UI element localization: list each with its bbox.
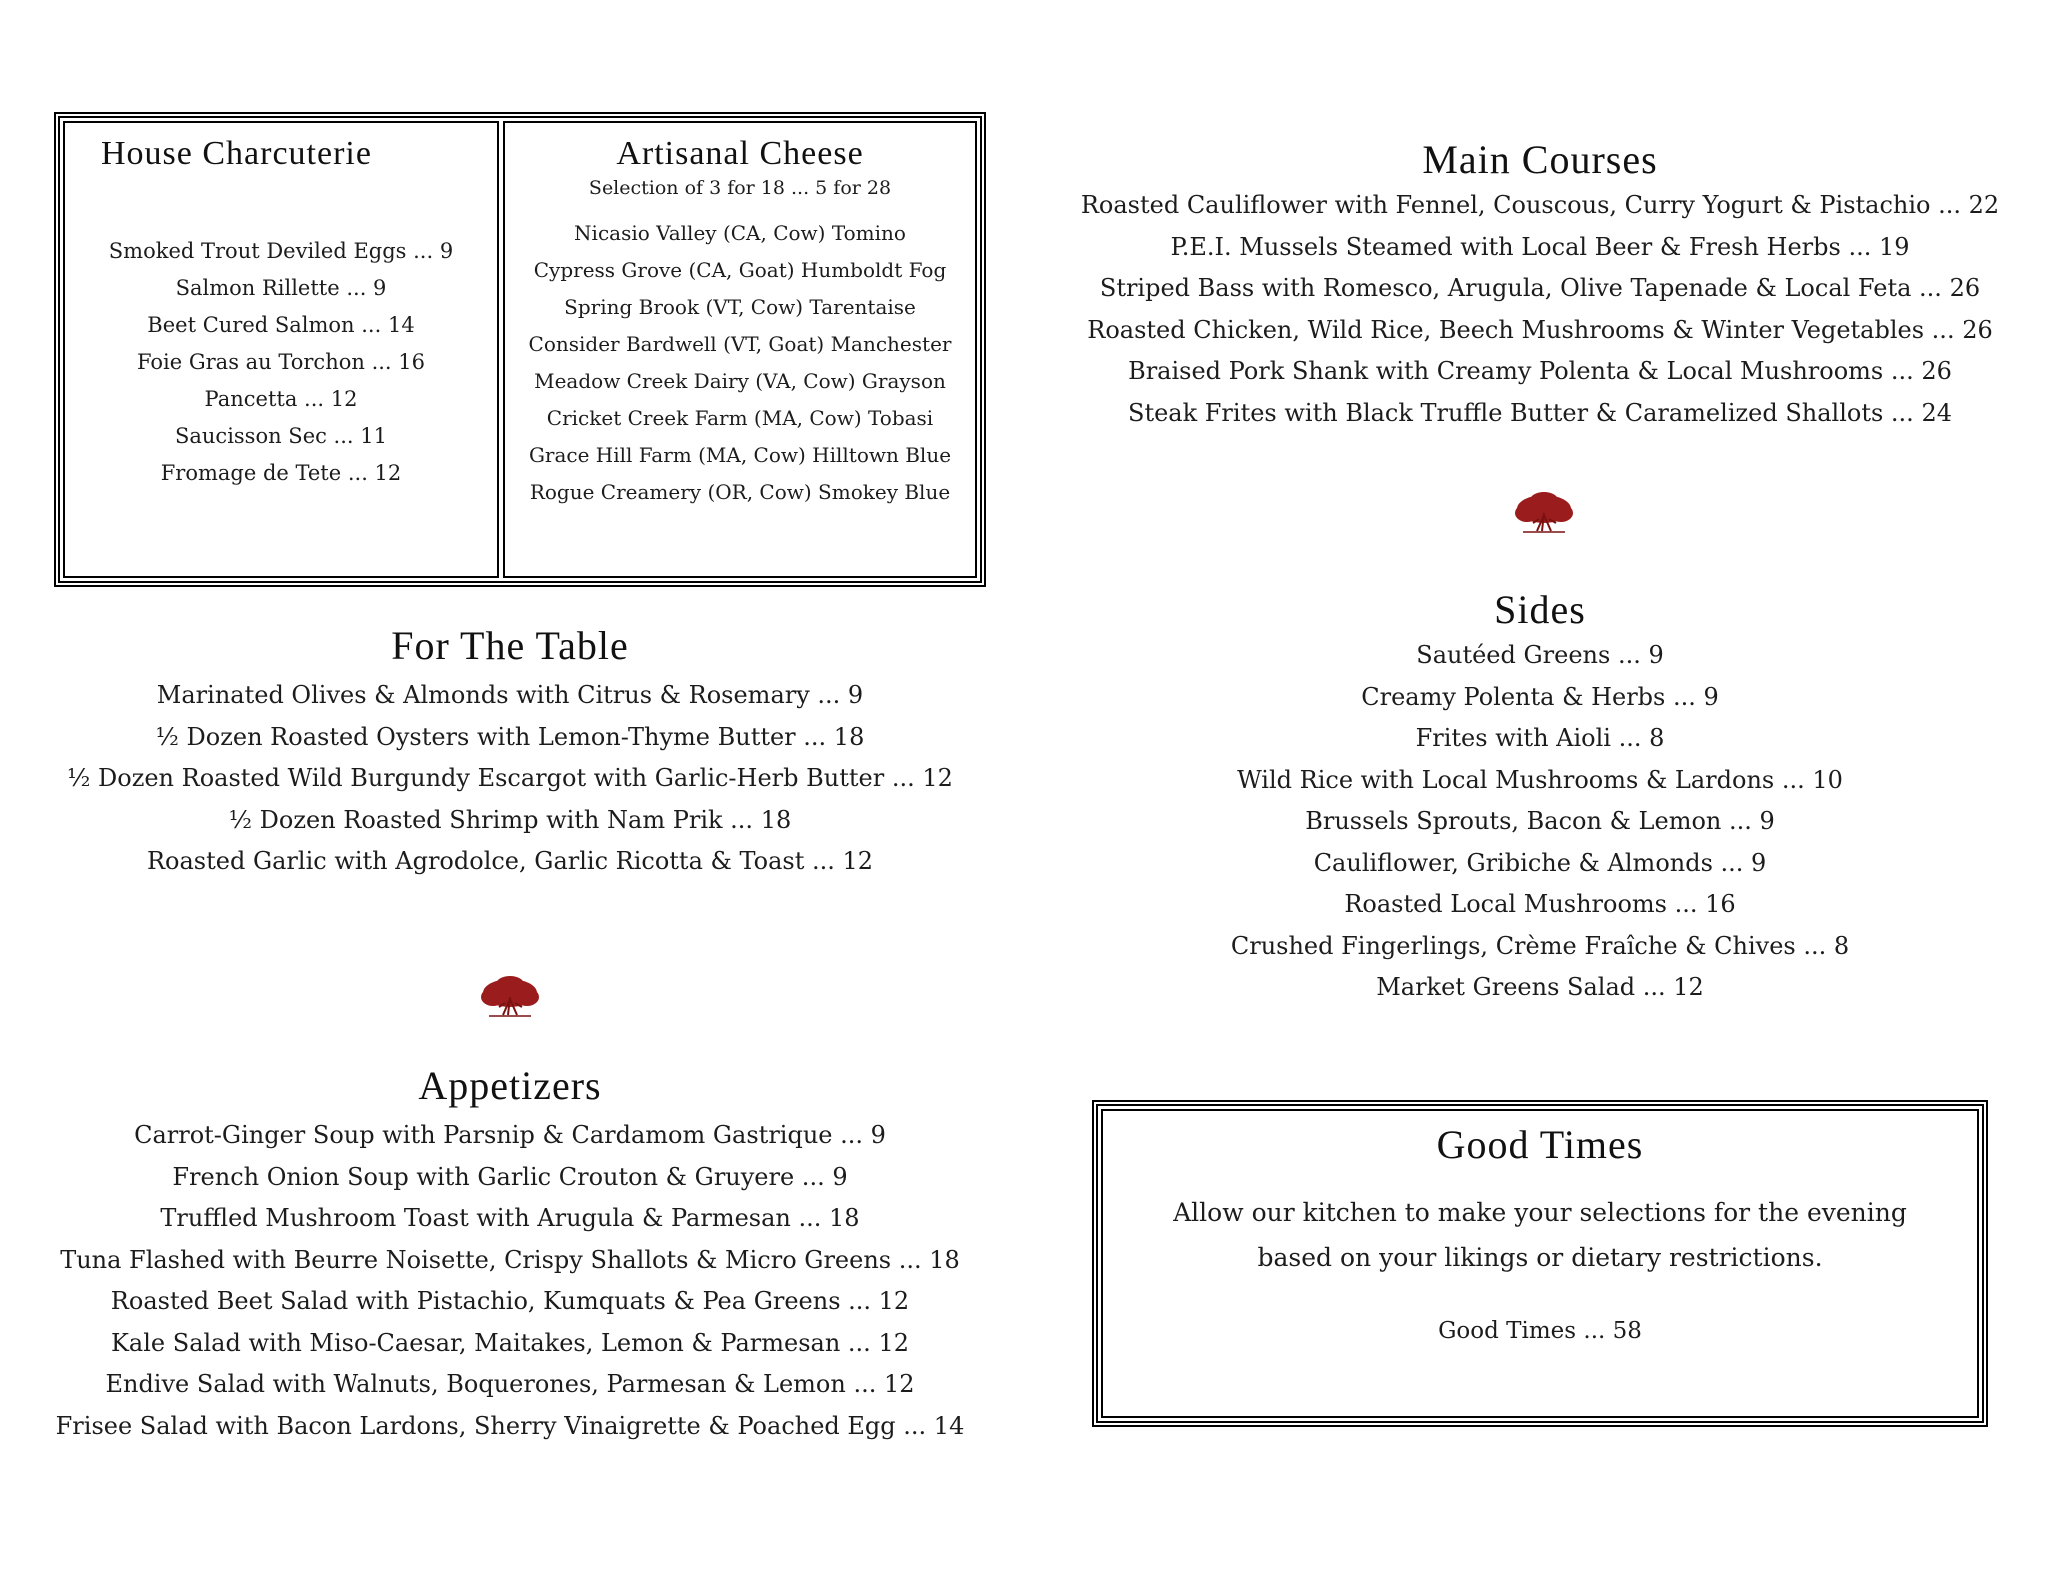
good-times-description-line: based on your likings or dietary restrictions. [1257,1243,1823,1272]
list-item: Roasted Garlic with Agrodolce, Garlic Ricotta & Toast ... 12 [146,847,874,875]
good-times-price: Good Times ... 58 [1438,1318,1642,1344]
list-item: Wild Rice with Local Mushrooms & Lardons ... 10 [1237,765,1843,794]
good-times-box [1101,1109,1979,1418]
appetizers-list [30,1115,990,1447]
good-times-title: Good Times [1436,1122,1644,1167]
list-item: Braised Pork Shank with Creamy Polenta & Local Mushrooms ... 26 [1128,357,1952,385]
charcuterie-box [63,121,499,578]
cheese-box [503,121,977,578]
charcuterie-list [65,233,497,492]
list-item: Meadow Creek Dairy (VA, Cow) Grayson [534,369,946,393]
list-item: Nicasio Valley (CA, Cow) Tomino [574,221,906,245]
main-courses-section [1040,136,2040,434]
list-item: Frisee Salad with Bacon Lardons, Sherry Vinaigrette & Poached Egg ... 14 [55,1411,965,1440]
list-item: ½ Dozen Roasted Oysters with Lemon-Thyme Butter ... 18 [155,722,865,751]
appetizers-section [30,1062,990,1447]
list-item: Grace Hill Farm (MA, Cow) Hilltown Blue [528,443,952,467]
list-item: Tuna Flashed with Beurre Noisette, Crispy Shallots & Micro Greens ... 18 [60,1245,960,1274]
list-item: Salmon Rillette ... 9 [175,276,387,300]
list-item: Carrot-Ginger Soup with Parsnip & Cardamom Gastrique ... 9 [134,1121,886,1149]
list-item: Endive Salad with Walnuts, Boquerones, Parmesan & Lemon ... 12 [105,1370,915,1398]
list-item: Foie Gras au Torchon ... 16 [136,350,425,374]
list-item: P.E.I. Mussels Steamed with Local Beer & Fresh Herbs ... 19 [1170,232,1910,261]
list-item: French Onion Soup with Garlic Crouton & Gruyere ... 9 [172,1162,848,1191]
list-item: Cauliflower, Gribiche & Almonds ... 9 [1313,848,1767,877]
good-times-description [1103,1190,1977,1280]
list-item: Brussels Sprouts, Bacon & Lemon ... 9 [1305,807,1775,835]
list-item: Pancetta ... 12 [204,387,358,411]
list-item: Beet Cured Salmon ... 14 [147,313,415,337]
list-item: ½ Dozen Roasted Wild Burgundy Escargot with Garlic-Herb Butter ... 12 [67,764,953,792]
cheese-title: Artisanal Cheese [616,135,864,172]
list-item: Roasted Beet Salad with Pistachio, Kumquats & Pea Greens ... 12 [110,1287,910,1315]
sides-title: Sides [1494,587,1586,632]
list-item: Cricket Creek Farm (MA, Cow) Tobasi [546,406,934,430]
list-item: ½ Dozen Roasted Shrimp with Nam Prik ... 18 [228,805,792,834]
for-the-table-title: For The Table [391,623,629,668]
appetizers-title: Appetizers [418,1063,602,1108]
sides-section [1100,586,1980,1009]
list-item: Crushed Fingerlings, Crème Fraîche & Chives ... 8 [1230,931,1850,960]
list-item: Rogue Creamery (OR, Cow) Smokey Blue [529,480,951,504]
main-courses-list [1040,185,2040,434]
cheese-list [505,215,975,511]
list-item: Consider Bardwell (VT, Goat) Manchester [528,332,952,356]
for-the-table-section [30,622,990,883]
tree-icon [1513,491,1575,535]
list-item: Marinated Olives & Almonds with Citrus & Rosemary ... 9 [156,681,864,709]
list-item: Fromage de Tete ... 12 [160,461,402,485]
list-item: Spring Brook (VT, Cow) Tarentaise [564,295,916,319]
tree-icon [479,975,541,1019]
list-item: Saucisson Sec ... 11 [175,424,387,448]
for-the-table-list [30,675,990,883]
main-courses-title: Main Courses [1422,137,1658,182]
list-item: Smoked Trout Deviled Eggs ... 9 [108,239,454,263]
list-item: Creamy Polenta & Herbs ... 9 [1361,682,1719,711]
list-item: Kale Salad with Miso-Caesar, Maitakes, Lemon & Parmesan ... 12 [111,1328,909,1357]
list-item: Steak Frites with Black Truffle Butter & Caramelized Shallots ... 24 [1128,398,1952,427]
good-times-description-line: Allow our kitchen to make your selections for the evening [1173,1198,1907,1227]
list-item: Roasted Cauliflower with Fennel, Couscous, Curry Yogurt & Pistachio ... 22 [1080,191,2000,219]
list-item: Sautéed Greens ... 9 [1416,641,1664,669]
sides-list [1100,635,1980,1009]
list-item: Market Greens Salad ... 12 [1376,973,1704,1001]
list-item: Roasted Chicken, Wild Rice, Beech Mushrooms & Winter Vegetables ... 26 [1087,315,1993,344]
cheese-subtitle: Selection of 3 for 18 ... 5 for 28 [588,177,892,199]
list-item: Cypress Grove (CA, Goat) Humboldt Fog [533,258,947,282]
list-item: Roasted Local Mushrooms ... 16 [1344,890,1736,918]
list-item: Truffled Mushroom Toast with Arugula & Parmesan ... 18 [160,1204,860,1232]
list-item: Frites with Aioli ... 8 [1415,724,1665,752]
charcuterie-title: House Charcuterie [101,135,372,172]
list-item: Striped Bass with Romesco, Arugula, Olive Tapenade & Local Feta ... 26 [1099,274,1981,302]
